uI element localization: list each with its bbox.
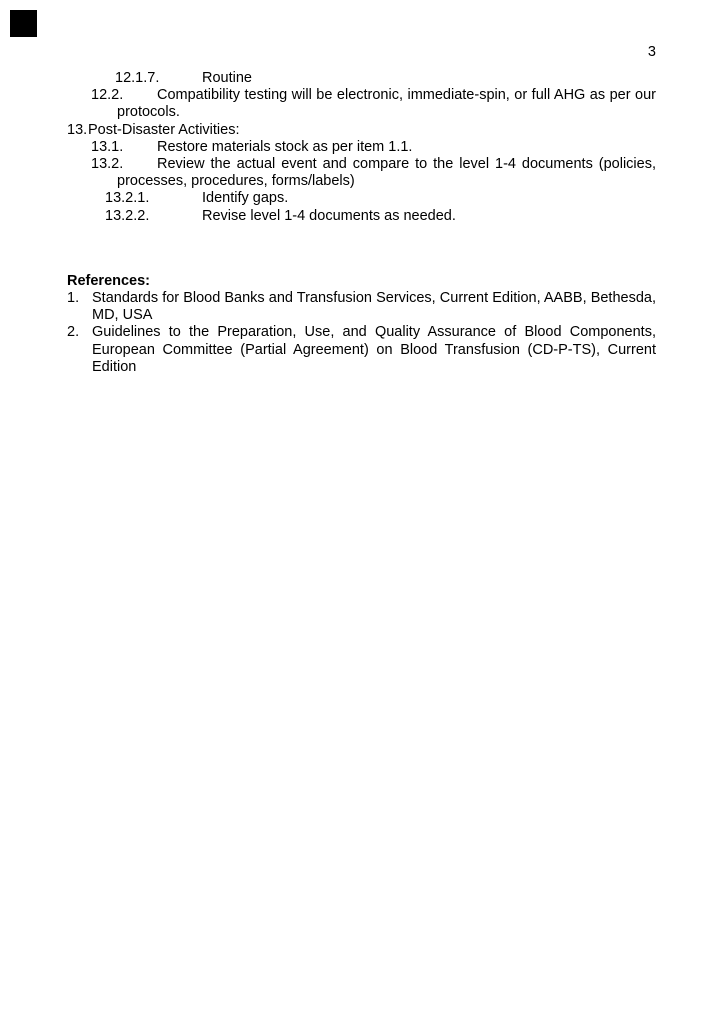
reference-item-1-continuation [67, 307, 656, 324]
page-number: 3 [647, 44, 656, 60]
item-number: 2. [67, 324, 80, 341]
item-number: 13.1. [91, 138, 124, 155]
item-text: Routine [202, 70, 252, 86]
item-text: protocols. [117, 104, 180, 121]
reference-item-2 [67, 324, 656, 341]
item-number-spacer [67, 342, 92, 359]
item-number: 13.2. [91, 156, 124, 173]
item-number: 13.2.1. [105, 190, 150, 207]
item-text: Edition [92, 358, 137, 375]
item-text: Guidelines to the Preparation, Use, and Quality Assurance of Blood Components, [92, 324, 656, 341]
item-number-spacer [67, 359, 92, 376]
list-item-12-1-7 [67, 70, 656, 87]
item-text: Identify gaps. [202, 190, 289, 207]
scan-corner-mark [10, 10, 37, 37]
item-text: Review the actual event and compare to the level 1-4 documents (policies, [157, 156, 656, 173]
item-text: Revise level 1-4 documents as needed. [202, 207, 456, 224]
references-heading: References: [67, 272, 151, 289]
item-text: Restore materials stock as per item 1.1. [157, 138, 413, 155]
list-item-13-2 [67, 156, 656, 173]
item-text: MD, USA [92, 307, 153, 324]
item-number-spacer [67, 307, 92, 324]
item-text: Compatibility testing will be electronic, immediate-spin, or full AHG as per our [157, 87, 656, 104]
item-text: European Committee (Partial Agreement) on Blood Transfusion (CD-P-TS), Current [92, 341, 656, 358]
document-body [67, 70, 656, 376]
reference-item-2-continuation [67, 342, 656, 359]
list-item-13-2-continuation [67, 173, 656, 190]
list-item-13-2-1 [67, 190, 656, 207]
references-section [67, 273, 656, 376]
item-text: Post-Disaster Activities: [88, 121, 240, 138]
item-number: 12.1.7. [115, 70, 160, 86]
reference-item-1 [67, 290, 656, 307]
item-number: 13. [67, 121, 88, 138]
item-number: 1. [67, 290, 80, 307]
item-number: 13.2.2. [105, 207, 150, 224]
list-item-12-2-continuation [67, 104, 656, 121]
reference-item-2-continuation-2 [67, 359, 656, 376]
list-item-13-1 [67, 139, 656, 156]
list-item-13-2-2 [67, 208, 656, 225]
item-number: 12.2. [91, 87, 124, 104]
list-item-13 [67, 122, 656, 139]
item-text: processes, procedures, forms/labels) [117, 173, 355, 190]
list-item-12-2 [67, 87, 656, 104]
item-text: Standards for Blood Banks and Transfusion Services, Current Edition, AABB, Bethesda, [92, 290, 656, 307]
